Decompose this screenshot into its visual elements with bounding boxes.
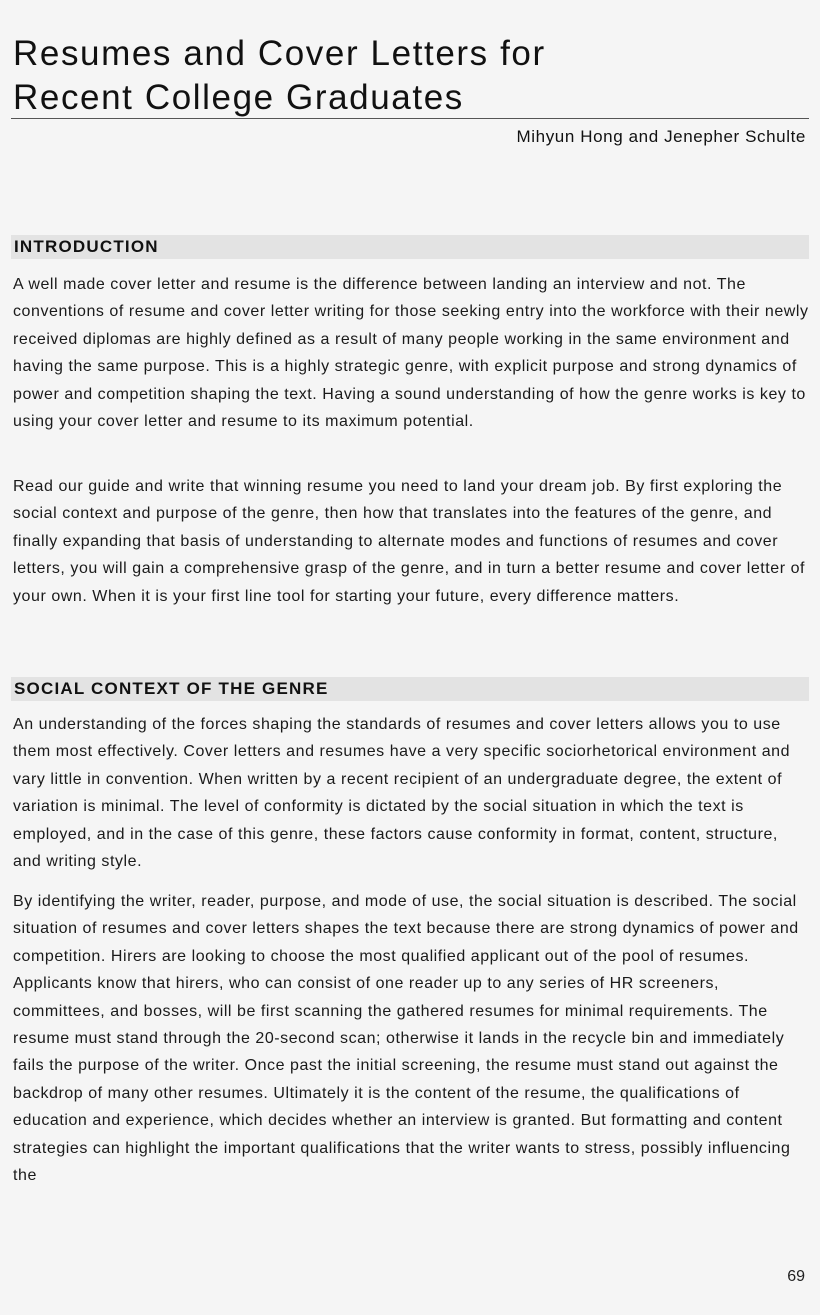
- intro-paragraph-2: Read our guide and write that winning resume you need to land your dream job. By first exploring the social context and purpose of the genre, then how that translates into the features of the genre, and finally expanding that basis of understanding to alternate modes and functions of resumes and cover letters, you will gain a comprehensive grasp of the genre, and in turn a better resume and cover letter of your own. When it is your first line tool for starting your future, every difference matters.: [13, 478, 806, 605]
- author-byline: Mihyun Hong and Jenepher Schulte: [516, 127, 806, 146]
- section-heading-introduction: [11, 235, 809, 259]
- intro-paragraph-1: A well made cover letter and resume is the difference between landing an interview and not. The conventions of resume and cover letter writing for those seeking entry into the workforce with their newly received diplomas are highly defined as a result of many people working in the same environment and having the same purpose. This is a highly strategic genre, with explicit purpose and strong dynamics of power and competition shaping the text. Having a sound understanding of how the genre works is key to using your cover letter and resume to its maximum potential.: [13, 276, 809, 431]
- section-heading-text: INTRODUCTION: [14, 237, 159, 256]
- section-heading-text: SOCIAL CONTEXT OF THE GENRE: [14, 679, 329, 698]
- social-context-paragraph-1: An understanding of the forces shaping the standards of resumes and cover letters allows you to use them most effectively. Cover letters and resumes have a very specific sociorhetorical environment and vary little in convention. When written by a recent recipient of an undergraduate degree, the extent of variation is minimal. The level of conformity is dictated by the social situation in which the text is employed, and in the case of this genre, these factors cause conformity in format, content, structure, and writing style.: [13, 716, 791, 871]
- social-context-paragraph-2: By identifying the writer, reader, purpose, and mode of use, the social situation is described. The social situation of resumes and cover letters shapes the text because there are strong dynamics of power and competition. Hirers are looking to choose the most qualified applicant out of the pool of resumes. Applicants know that hirers, who can consist of one reader up to any series of HR screeners, committees, and bosses, will be first scanning the gathered resumes for minimal requirements. The resume must stand through the 20-second scan; otherwise it lands in the recycle bin and immediately fails the purpose of the writer. Once past the initial screening, the resume must stand out against the backdrop of many other resumes. Ultimately it is the content of the resume, the qualifications of education and experience, which decides whether an interview is granted. But formatting and content strategies can highlight the important qualifications that the writer wants to stress, possibly influencing the: [13, 893, 799, 1185]
- page-title: [13, 32, 803, 120]
- page-number: 69: [787, 1268, 805, 1285]
- title-divider: [11, 118, 809, 119]
- title-line-1: Resumes and Cover Letters for: [13, 34, 546, 73]
- section-heading-social-context: [11, 677, 809, 701]
- title-line-2: Recent College Graduates: [13, 78, 464, 117]
